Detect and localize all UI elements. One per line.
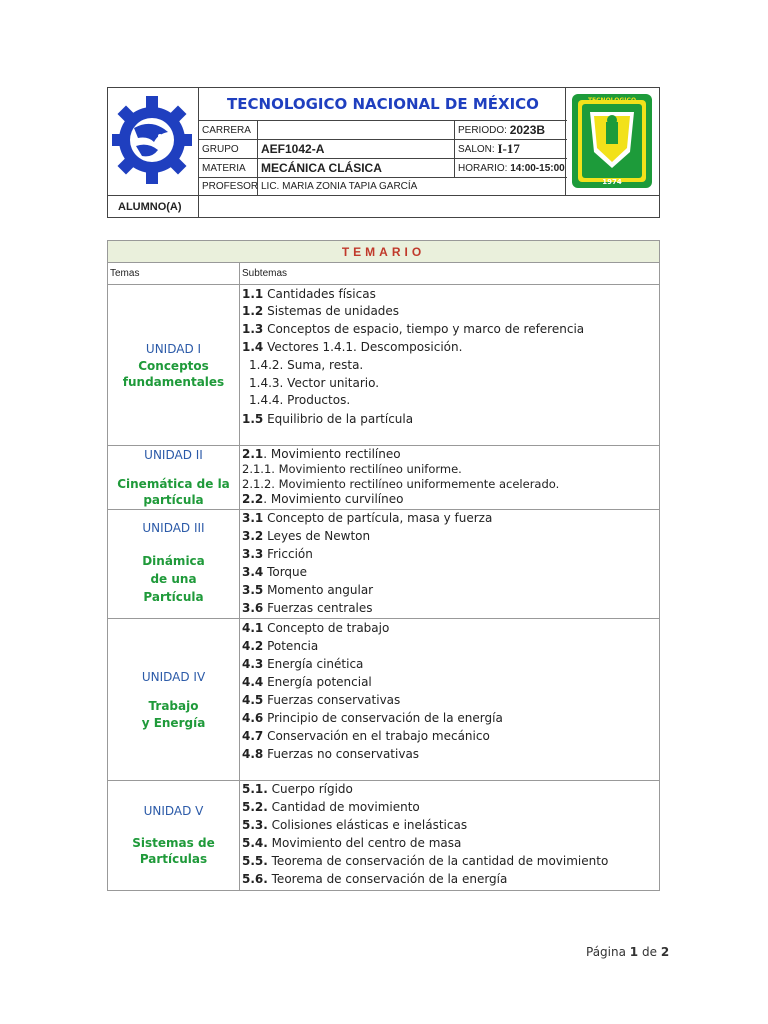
subtopic-1-2: 1.2 Sistemas de unidades [242, 304, 400, 318]
subtopic-2-1-1: 2.1.1. Movimiento rectilíneo uniforme. [242, 462, 462, 476]
periodo-label: PERIODO: [458, 124, 507, 136]
unit-4-name-line-1: Trabajo [148, 699, 199, 713]
subtopic-4-1: 4.1 Concepto de trabajo [242, 621, 390, 635]
unit-4-subtopics [240, 619, 659, 781]
subtopic-1-3: 1.3 Conceptos de espacio, tiempo y marco de referencia [242, 322, 585, 336]
col-temas-header: Temas [108, 263, 240, 285]
profesor-value: LIC. MARIA ZONIA TAPIA GARCÍA [261, 181, 418, 192]
unit-5-label: UNIDAD V [143, 804, 204, 818]
tecnm-gear-logo [108, 88, 199, 195]
unit-3-name-line-1: Dinámica [142, 554, 205, 568]
carrera-label: CARRERA [199, 121, 258, 139]
unit-4-label: UNIDAD IV [141, 670, 206, 684]
unit-1-name-line-2: fundamentales [122, 375, 225, 389]
unit-2-cell [108, 446, 240, 510]
header-row-carrera [199, 121, 567, 140]
profesor-label: PROFESOR [199, 178, 258, 195]
subtopic-4-3: 4.3 Energía cinética [242, 657, 364, 671]
unit-5-cell [108, 781, 240, 890]
subtopic-1-5: 1.5 Equilibrio de la partícula [242, 412, 414, 426]
header-row-profesor [199, 178, 567, 195]
alumno-label: ALUMNO(A) [108, 195, 199, 218]
salon-label: SALON: [458, 143, 495, 155]
subtopic-5-3: 5.3. Colisiones elásticas e inelásticas [242, 818, 468, 832]
horario-value: 14:00-15:00 [510, 162, 565, 174]
seal-year: 1974 [602, 178, 622, 186]
subtopic-1-4-3: 1.4.3. Vector unitario. [249, 376, 380, 390]
materia-label: MATERIA [199, 159, 258, 177]
subtopic-4-2: 4.2 Potencia [242, 639, 319, 653]
grupo-value: AEF1042-A [258, 140, 455, 158]
unit-3-subtopics [240, 510, 659, 619]
unit-1-subtopics [240, 285, 659, 446]
subtopic-4-7: 4.7 Conservación en el trabajo mecánico [242, 729, 490, 743]
unit-3-cell [108, 510, 240, 619]
subtopic-5-2: 5.2. Cantidad de movimiento [242, 800, 420, 814]
carrera-value [258, 121, 455, 139]
unit-3-label: UNIDAD III [142, 521, 205, 535]
unit-1-cell [108, 285, 240, 446]
periodo-cell [455, 121, 567, 139]
page-number: Página 1 de 2 [586, 945, 670, 959]
subtopic-4-8: 4.8 Fuerzas no conservativas [242, 747, 420, 761]
subtopic-2-2: 2.2. Movimiento curvilíneo [242, 492, 404, 506]
col-subtemas-header: Subtemas [240, 263, 659, 285]
subtopic-5-5: 5.5. Teorema de conservación de la cantidad de movimiento [242, 854, 609, 868]
periodo-value: 2023B [509, 123, 546, 137]
subtopic-5-4: 5.4. Movimiento del centro de masa [242, 836, 462, 850]
header-table [107, 87, 660, 218]
unit-2-subtopics [240, 446, 659, 510]
subtopic-3-3: 3.3 Fricción [242, 547, 313, 561]
subtopic-3-4: 3.4 Torque [242, 565, 308, 579]
horario-cell [455, 159, 567, 177]
unit-2-name-line-1: Cinemática de la [117, 477, 230, 491]
materia-value: MECÁNICA CLÁSICA [258, 159, 455, 177]
subtopic-3-2: 3.2 Leyes de Newton [242, 529, 371, 543]
unit-5-name-line-1: Sistemas de [132, 836, 215, 850]
unit-2-name-line-2: partícula [143, 493, 204, 507]
unit-1-label: UNIDAD I [145, 342, 202, 356]
subtopic-3-6: 3.6 Fuerzas centrales [242, 601, 373, 615]
unit-4-name-line-2: y Energía [141, 716, 206, 730]
seal-top-text: TECNOLOGICO [587, 97, 637, 104]
subtopic-2-1: 2.1. Movimiento rectilíneo [242, 447, 401, 461]
temario-table [107, 240, 660, 891]
subtopic-4-5: 4.5 Fuerzas conservativas [242, 693, 401, 707]
salon-cell [455, 140, 567, 158]
salon-value: I-17 [497, 141, 520, 156]
unit-2-label: UNIDAD II [144, 448, 203, 462]
header-row-materia [199, 159, 567, 178]
grupo-label: GRUPO [199, 140, 258, 158]
unit-1-name-line-1: Conceptos [138, 359, 209, 373]
subtopic-3-5: 3.5 Momento angular [242, 583, 374, 597]
subtopic-1-4: 1.4 Vectores 1.4.1. Descomposición. [242, 340, 463, 354]
subtopic-5-6: 5.6. Teorema de conservación de la energía [242, 872, 508, 886]
itvh-seal-logo [565, 88, 659, 195]
subtopic-5-1: 5.1. Cuerpo rígido [242, 782, 353, 796]
subtopic-4-6: 4.6 Principio de conservación de la energía [242, 711, 503, 725]
unit-5-subtopics [240, 781, 659, 890]
subtopic-1-1: 1.1 Cantidades físicas [242, 287, 376, 301]
horario-label: HORARIO: [458, 162, 508, 174]
institution-title: TECNOLOGICO NACIONAL DE MÉXICO [199, 88, 567, 121]
subtopic-4-4: 4.4 Energía potencial [242, 675, 372, 689]
unit-5-name-line-2: Partículas [139, 852, 208, 866]
subtopic-3-1: 3.1 Concepto de partícula, masa y fuerza [242, 511, 493, 525]
subtopic-1-4-2: 1.4.2. Suma, resta. [249, 358, 364, 372]
subtopic-2-1-2: 2.1.2. Movimiento rectilíneo uniformemente acelerado. [242, 477, 560, 491]
header-row-grupo [199, 140, 567, 159]
alumno-value [199, 195, 659, 218]
subtopic-1-4-4: 1.4.4. Productos. [249, 393, 351, 407]
unit-3-name-line-2: de una [150, 572, 197, 586]
temario-title: TEMARIO [108, 241, 659, 263]
unit-3-name-line-3: Partícula [143, 590, 204, 604]
unit-4-cell [108, 619, 240, 781]
